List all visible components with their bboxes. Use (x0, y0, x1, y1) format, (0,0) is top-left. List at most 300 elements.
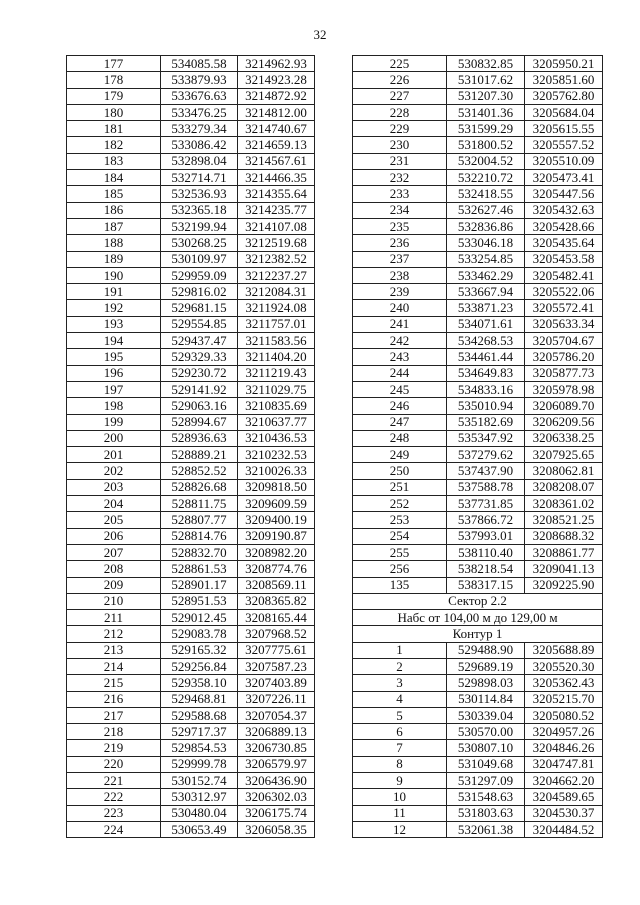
point-number: 221 (67, 773, 161, 789)
point-number: 197 (67, 381, 161, 397)
point-number: 245 (353, 381, 447, 397)
table-row (353, 805, 603, 821)
coordinate-y: 3205877.73 (525, 365, 603, 381)
coordinate-y: 3214812.00 (238, 104, 315, 120)
coordinate-x: 529256.84 (161, 658, 238, 674)
coordinate-x: 532210.72 (447, 170, 525, 186)
coordinate-x: 529717.37 (161, 724, 238, 740)
coordinate-y: 3206338.25 (525, 430, 603, 446)
coordinate-x: 529959.09 (161, 267, 238, 283)
coordinate-y: 3206302.03 (238, 789, 315, 805)
coordinate-y: 3205762.80 (525, 88, 603, 104)
coordinate-y: 3214872.92 (238, 88, 315, 104)
point-number: 182 (67, 137, 161, 153)
coordinate-y: 3206889.13 (238, 724, 315, 740)
coordinate-x: 529063.16 (161, 398, 238, 414)
coordinate-y: 3208569.11 (238, 577, 315, 593)
left-table-body (67, 56, 315, 838)
table-row (67, 365, 315, 381)
point-number: 193 (67, 316, 161, 332)
point-number: 253 (353, 512, 447, 528)
table-row (353, 528, 603, 544)
coordinate-y: 3212084.31 (238, 284, 315, 300)
coordinate-x: 529588.68 (161, 707, 238, 723)
point-number: 202 (67, 463, 161, 479)
coordinate-x: 530339.04 (447, 707, 525, 723)
coordinate-x: 533254.85 (447, 251, 525, 267)
section-height-range: Набс от 104,00 м до 129,00 м (353, 610, 603, 626)
coordinate-x: 533676.63 (161, 88, 238, 104)
coordinate-x: 529437.47 (161, 333, 238, 349)
coordinate-y: 3206730.85 (238, 740, 315, 756)
section-title: Сектор 2.2 (353, 593, 603, 609)
point-number: 9 (353, 773, 447, 789)
table-row (67, 333, 315, 349)
coordinate-x: 532836.86 (447, 218, 525, 234)
coordinate-x: 529165.32 (161, 642, 238, 658)
point-number: 8 (353, 756, 447, 772)
coordinate-x: 535182.69 (447, 414, 525, 430)
coordinate-x: 528832.70 (161, 544, 238, 560)
table-row (67, 463, 315, 479)
coordinate-y: 3211583.56 (238, 333, 315, 349)
point-number: 204 (67, 496, 161, 512)
point-number: 183 (67, 153, 161, 169)
right-table-body-top (353, 56, 603, 594)
point-number: 203 (67, 479, 161, 495)
coordinate-y: 3211029.75 (238, 381, 315, 397)
point-number: 181 (67, 121, 161, 137)
coordinate-y: 3205978.98 (525, 381, 603, 397)
coordinate-x: 533476.25 (161, 104, 238, 120)
table-row (353, 202, 603, 218)
point-number: 179 (67, 88, 161, 104)
table-row (353, 496, 603, 512)
table-row (353, 153, 603, 169)
table-row (67, 756, 315, 772)
table-row (353, 821, 603, 837)
coordinate-y: 3210026.33 (238, 463, 315, 479)
coordinate-y: 3205453.58 (525, 251, 603, 267)
coordinate-x: 528936.63 (161, 430, 238, 446)
coordinate-y: 3205615.55 (525, 121, 603, 137)
table-row (67, 398, 315, 414)
table-row (353, 773, 603, 789)
coordinate-x: 528889.21 (161, 447, 238, 463)
coordinate-x: 534071.61 (447, 316, 525, 332)
point-number: 178 (67, 72, 161, 88)
point-number: 254 (353, 528, 447, 544)
table-row (67, 72, 315, 88)
coordinate-y: 3210835.69 (238, 398, 315, 414)
table-row (67, 610, 315, 626)
coordinate-y: 3209609.59 (238, 496, 315, 512)
point-number: 226 (353, 72, 447, 88)
coordinate-x: 531800.52 (447, 137, 525, 153)
point-number: 177 (67, 56, 161, 72)
coordinate-x: 528951.53 (161, 593, 238, 609)
coordinate-x: 530152.74 (161, 773, 238, 789)
coordinate-x: 530480.04 (161, 805, 238, 821)
table-row (353, 218, 603, 234)
table-row (353, 72, 603, 88)
point-number: 234 (353, 202, 447, 218)
coordinate-y: 3211924.08 (238, 300, 315, 316)
coordinate-x: 533046.18 (447, 235, 525, 251)
point-number: 198 (67, 398, 161, 414)
point-number: 249 (353, 447, 447, 463)
coordinate-y: 3207226.11 (238, 691, 315, 707)
point-number: 208 (67, 561, 161, 577)
coordinate-y: 3214235.77 (238, 202, 315, 218)
coordinate-x: 528901.17 (161, 577, 238, 593)
coordinate-x: 528861.53 (161, 561, 238, 577)
point-number: 192 (67, 300, 161, 316)
point-number: 200 (67, 430, 161, 446)
point-number: 211 (67, 610, 161, 626)
point-number: 223 (67, 805, 161, 821)
point-number: 224 (67, 821, 161, 837)
coordinate-y: 3210637.77 (238, 414, 315, 430)
coordinate-x: 533879.93 (161, 72, 238, 88)
table-row (67, 773, 315, 789)
table-row (67, 496, 315, 512)
point-number: 194 (67, 333, 161, 349)
table-row (353, 300, 603, 316)
coordinate-x: 532898.04 (161, 153, 238, 169)
coordinate-y: 3204530.37 (525, 805, 603, 821)
table-row (67, 577, 315, 593)
coordinate-x: 532061.38 (447, 821, 525, 837)
coordinate-x: 532004.52 (447, 153, 525, 169)
coordinate-x: 538317.15 (447, 577, 525, 593)
table-row (353, 170, 603, 186)
point-number: 233 (353, 186, 447, 202)
coordinate-y: 3205572.41 (525, 300, 603, 316)
point-number: 216 (67, 691, 161, 707)
coordinate-x: 538218.54 (447, 561, 525, 577)
coordinate-x: 529689.19 (447, 658, 525, 674)
coordinate-y: 3207403.89 (238, 675, 315, 691)
coordinate-x: 529083.78 (161, 626, 238, 642)
table-row (67, 218, 315, 234)
coordinate-y: 3211757.01 (238, 316, 315, 332)
coordinate-x: 528994.67 (161, 414, 238, 430)
point-number: 186 (67, 202, 161, 218)
table-row (353, 414, 603, 430)
coordinate-x: 534085.58 (161, 56, 238, 72)
table-row (67, 381, 315, 397)
table-row (353, 121, 603, 137)
coordinate-x: 529999.78 (161, 756, 238, 772)
section-header-block (353, 593, 603, 642)
coordinate-x: 534649.83 (447, 365, 525, 381)
coordinate-x: 533667.94 (447, 284, 525, 300)
point-number: 236 (353, 235, 447, 251)
point-number: 241 (353, 316, 447, 332)
section-height-row (353, 610, 603, 626)
point-number: 206 (67, 528, 161, 544)
coordinate-y: 3208774.76 (238, 561, 315, 577)
coordinate-y: 3210436.53 (238, 430, 315, 446)
table-row (353, 284, 603, 300)
coordinate-x: 531401.36 (447, 104, 525, 120)
coordinate-y: 3214923.28 (238, 72, 315, 88)
coordinate-y: 3208861.77 (525, 544, 603, 560)
point-number: 252 (353, 496, 447, 512)
table-row (353, 56, 603, 72)
coordinate-y: 3209041.13 (525, 561, 603, 577)
table-row (353, 544, 603, 560)
coordinate-x: 528826.68 (161, 479, 238, 495)
coordinate-y: 3208365.82 (238, 593, 315, 609)
table-row (67, 789, 315, 805)
table-row (67, 658, 315, 674)
point-number: 201 (67, 447, 161, 463)
table-row (67, 707, 315, 723)
coordinate-x: 529816.02 (161, 284, 238, 300)
coordinate-y: 3214466.35 (238, 170, 315, 186)
point-number: 218 (67, 724, 161, 740)
coordinate-x: 529329.33 (161, 349, 238, 365)
right-coordinates-table (352, 55, 603, 838)
coordinate-x: 532714.71 (161, 170, 238, 186)
table-row (67, 691, 315, 707)
coordinate-y: 3208208.07 (525, 479, 603, 495)
point-number: 250 (353, 463, 447, 479)
coordinate-x: 528811.75 (161, 496, 238, 512)
table-row (67, 316, 315, 332)
point-number: 238 (353, 267, 447, 283)
point-number: 255 (353, 544, 447, 560)
coordinate-y: 3208165.44 (238, 610, 315, 626)
point-number: 228 (353, 104, 447, 120)
coordinate-x: 533462.29 (447, 267, 525, 283)
point-number: 196 (67, 365, 161, 381)
table-row (353, 740, 603, 756)
table-row (67, 153, 315, 169)
table-row (67, 479, 315, 495)
coordinate-x: 532199.94 (161, 218, 238, 234)
table-row (353, 137, 603, 153)
coordinate-y: 3208361.02 (525, 496, 603, 512)
point-number: 248 (353, 430, 447, 446)
table-row (67, 88, 315, 104)
table-row (67, 202, 315, 218)
point-number: 227 (353, 88, 447, 104)
table-row (353, 104, 603, 120)
coordinate-y: 3204846.26 (525, 740, 603, 756)
coordinate-y: 3204747.81 (525, 756, 603, 772)
coordinate-y: 3214740.67 (238, 121, 315, 137)
coordinate-y: 3207775.61 (238, 642, 315, 658)
table-row (67, 593, 315, 609)
table-row (67, 170, 315, 186)
coordinate-x: 531049.68 (447, 756, 525, 772)
table-row (353, 430, 603, 446)
coordinate-y: 3205557.52 (525, 137, 603, 153)
coordinate-y: 3207054.37 (238, 707, 315, 723)
point-number: 180 (67, 104, 161, 120)
point-number: 3 (353, 675, 447, 691)
coordinate-x: 530653.49 (161, 821, 238, 837)
point-number: 256 (353, 561, 447, 577)
point-number: 246 (353, 398, 447, 414)
coordinate-y: 3205428.66 (525, 218, 603, 234)
point-number: 214 (67, 658, 161, 674)
coordinate-y: 3205851.60 (525, 72, 603, 88)
coordinate-y: 3214107.08 (238, 218, 315, 234)
coordinate-x: 538110.40 (447, 544, 525, 560)
coordinate-x: 537279.62 (447, 447, 525, 463)
coordinate-x: 529681.15 (161, 300, 238, 316)
coordinate-y: 3206209.56 (525, 414, 603, 430)
coordinate-y: 3205522.06 (525, 284, 603, 300)
table-row (67, 528, 315, 544)
table-row (67, 349, 315, 365)
coordinate-x: 534461.44 (447, 349, 525, 365)
point-number: 191 (67, 284, 161, 300)
coordinate-x: 533279.34 (161, 121, 238, 137)
point-number: 235 (353, 218, 447, 234)
coordinate-y: 3205510.09 (525, 153, 603, 169)
table-row (353, 756, 603, 772)
coordinate-x: 528807.77 (161, 512, 238, 528)
right-table-body-bottom (353, 642, 603, 838)
point-number: 188 (67, 235, 161, 251)
table-row (353, 463, 603, 479)
coordinate-x: 529854.53 (161, 740, 238, 756)
table-row (353, 186, 603, 202)
coordinate-x: 529468.81 (161, 691, 238, 707)
coordinate-x: 529230.72 (161, 365, 238, 381)
coordinate-x: 528814.76 (161, 528, 238, 544)
table-row (353, 479, 603, 495)
point-number: 237 (353, 251, 447, 267)
coordinate-x: 531207.30 (447, 88, 525, 104)
table-row (353, 447, 603, 463)
table-row (67, 512, 315, 528)
table-row (353, 658, 603, 674)
coordinate-x: 529554.85 (161, 316, 238, 332)
table-row (67, 235, 315, 251)
coordinate-y: 3205688.89 (525, 642, 603, 658)
table-row (67, 626, 315, 642)
table-row (353, 789, 603, 805)
table-row (353, 349, 603, 365)
coordinate-y: 3205447.56 (525, 186, 603, 202)
table-row (353, 251, 603, 267)
coordinate-y: 3214659.13 (238, 137, 315, 153)
point-number: 247 (353, 414, 447, 430)
coordinate-x: 532418.55 (447, 186, 525, 202)
coordinate-x: 537993.01 (447, 528, 525, 544)
contour-title-row (353, 626, 603, 642)
point-number: 243 (353, 349, 447, 365)
point-number: 12 (353, 821, 447, 837)
coordinate-y: 3206058.35 (238, 821, 315, 837)
point-number: 219 (67, 740, 161, 756)
point-number: 229 (353, 121, 447, 137)
coordinate-x: 530312.97 (161, 789, 238, 805)
coordinate-y: 3204589.65 (525, 789, 603, 805)
point-number: 215 (67, 675, 161, 691)
coordinate-y: 3205633.34 (525, 316, 603, 332)
table-row (353, 577, 603, 593)
coordinate-x: 530832.85 (447, 56, 525, 72)
coordinate-y: 3208982.20 (238, 544, 315, 560)
point-number: 2 (353, 658, 447, 674)
coordinate-x: 528852.52 (161, 463, 238, 479)
coordinate-y: 3206436.90 (238, 773, 315, 789)
table-row (67, 740, 315, 756)
table-row (67, 137, 315, 153)
point-number: 5 (353, 707, 447, 723)
coordinate-y: 3205520.30 (525, 658, 603, 674)
point-number: 222 (67, 789, 161, 805)
coordinate-y: 3207587.23 (238, 658, 315, 674)
coordinate-y: 3207925.65 (525, 447, 603, 463)
coordinate-y: 3205432.63 (525, 202, 603, 218)
left-coordinates-table (66, 55, 315, 838)
coordinate-x: 532365.18 (161, 202, 238, 218)
contour-title: Контур 1 (353, 626, 603, 642)
coordinate-y: 3205362.43 (525, 675, 603, 691)
coordinate-y: 3205435.64 (525, 235, 603, 251)
coordinate-x: 537588.78 (447, 479, 525, 495)
point-number: 212 (67, 626, 161, 642)
table-row (353, 88, 603, 104)
point-number: 239 (353, 284, 447, 300)
coordinate-y: 3212519.68 (238, 235, 315, 251)
coordinate-x: 529012.45 (161, 610, 238, 626)
coordinate-y: 3205684.04 (525, 104, 603, 120)
coordinate-x: 533086.42 (161, 137, 238, 153)
coordinate-y: 3214355.64 (238, 186, 315, 202)
coordinate-y: 3206089.70 (525, 398, 603, 414)
point-number: 4 (353, 691, 447, 707)
section-title-row (353, 593, 603, 609)
coordinate-x: 530268.25 (161, 235, 238, 251)
table-row (353, 691, 603, 707)
table-row (67, 805, 315, 821)
coordinate-y: 3209190.87 (238, 528, 315, 544)
point-number: 1 (353, 642, 447, 658)
coordinate-x: 531599.29 (447, 121, 525, 137)
coordinate-y: 3204957.26 (525, 724, 603, 740)
point-number: 205 (67, 512, 161, 528)
coordinate-y: 3209400.19 (238, 512, 315, 528)
coordinate-x: 534833.16 (447, 381, 525, 397)
table-row (67, 267, 315, 283)
coordinate-y: 3205704.67 (525, 333, 603, 349)
table-row (353, 235, 603, 251)
coordinate-y: 3211219.43 (238, 365, 315, 381)
table-row (67, 104, 315, 120)
point-number: 184 (67, 170, 161, 186)
table-row (67, 186, 315, 202)
coordinate-y: 3205950.21 (525, 56, 603, 72)
table-row (67, 724, 315, 740)
coordinate-x: 532627.46 (447, 202, 525, 218)
point-number: 217 (67, 707, 161, 723)
coordinate-y: 3208521.25 (525, 512, 603, 528)
point-number: 225 (353, 56, 447, 72)
table-row (353, 381, 603, 397)
coordinate-x: 537731.85 (447, 496, 525, 512)
table-row (67, 300, 315, 316)
point-number: 244 (353, 365, 447, 381)
